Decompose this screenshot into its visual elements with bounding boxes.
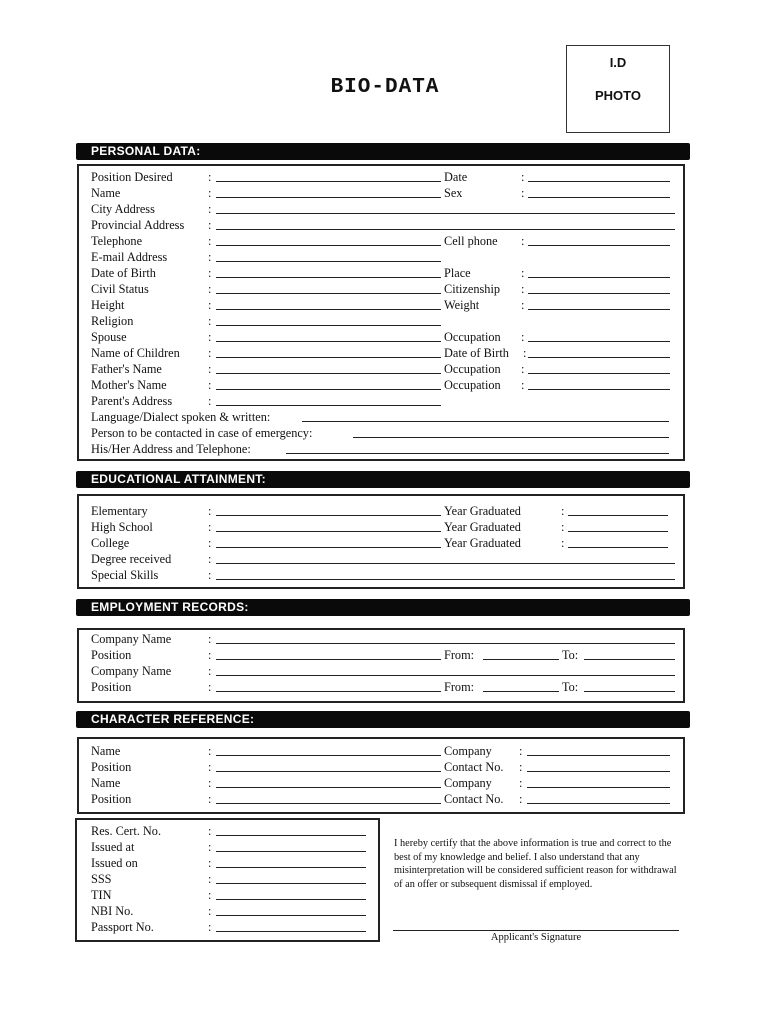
- label-spouse: Spouse: [91, 330, 127, 344]
- colon: :: [208, 378, 212, 392]
- label-ref-contact: Contact No.: [444, 792, 504, 806]
- label-cell-phone: Cell phone: [444, 234, 498, 248]
- label-date-of-birth: Date of Birth: [91, 266, 156, 280]
- label-position: Position: [91, 648, 132, 662]
- label-parents-address: Parent's Address: [91, 394, 173, 408]
- label-city-address: City Address: [91, 202, 155, 216]
- passport-field[interactable]: [216, 931, 366, 932]
- label-ref-company: Company: [444, 744, 492, 758]
- colon: :: [208, 346, 212, 360]
- label-tin: TIN: [91, 888, 112, 902]
- label-citizenship: Citizenship: [444, 282, 501, 296]
- label-position-desired: Position Desired: [91, 170, 173, 184]
- colon: :: [208, 856, 212, 870]
- colon: :: [208, 648, 212, 662]
- colon: :: [561, 536, 565, 550]
- elementary-field[interactable]: [216, 515, 441, 516]
- label-issued-at: Issued at: [91, 840, 135, 854]
- label-mothers-name: Mother's Name: [91, 378, 167, 392]
- colon: :: [208, 552, 212, 566]
- section-employment-records: EMPLOYMENT RECORDS:: [76, 599, 690, 616]
- position-desired-field[interactable]: [216, 181, 441, 182]
- telephone-field[interactable]: [216, 245, 441, 246]
- label-degree: Degree received: [91, 552, 172, 566]
- colon: :: [519, 744, 523, 758]
- citizenship-field[interactable]: [528, 293, 670, 294]
- place-field[interactable]: [528, 277, 670, 278]
- certification-text: I hereby certify that the above information is true and correct to the best of my knowledge and belief. I also understand that any misinterpretation will be considered sufficient reason for withdrawal of an offer or subsequent dismissal if employed.: [394, 838, 677, 890]
- label-ref-name: Name: [91, 744, 121, 758]
- year-graduated-field[interactable]: [568, 547, 668, 548]
- colon: :: [521, 234, 525, 248]
- colon: :: [523, 346, 527, 360]
- label-his-her-address: His/Her Address and Telephone:: [91, 442, 251, 456]
- year-graduated-field[interactable]: [568, 515, 668, 516]
- label-spouse-occupation: Occupation: [444, 330, 501, 344]
- college-field[interactable]: [216, 547, 441, 548]
- label-company-name: Company Name: [91, 664, 172, 678]
- fathers-name-field[interactable]: [216, 373, 441, 374]
- colon: :: [519, 776, 523, 790]
- his-her-address-field[interactable]: [286, 453, 669, 454]
- company-name-field[interactable]: [216, 675, 675, 676]
- colon: :: [208, 202, 212, 216]
- colon: :: [208, 298, 212, 312]
- colon: :: [208, 394, 212, 408]
- colon: :: [208, 920, 212, 934]
- colon: :: [208, 314, 212, 328]
- section-character-reference: CHARACTER REFERENCE:: [76, 711, 690, 728]
- children-field[interactable]: [216, 357, 441, 358]
- colon: :: [208, 504, 212, 518]
- colon: :: [208, 234, 212, 248]
- photo-label-photo: PHOTO: [595, 88, 641, 103]
- label-college: College: [91, 536, 130, 550]
- colon: :: [208, 330, 212, 344]
- label-children-dob: Date of Birth: [444, 346, 509, 360]
- cell-phone-field[interactable]: [528, 245, 670, 246]
- section-educational-attainment: EDUCATIONAL ATTAINMENT:: [76, 471, 690, 488]
- email-field[interactable]: [216, 261, 441, 262]
- spouse-occupation-field[interactable]: [528, 341, 670, 342]
- label-fathers-name: Father's Name: [91, 362, 162, 376]
- label-name-of-children: Name of Children: [91, 346, 180, 360]
- civil-status-field[interactable]: [216, 293, 441, 294]
- label-height: Height: [91, 298, 125, 312]
- emergency-contact-field[interactable]: [353, 437, 669, 438]
- label-company-name: Company Name: [91, 632, 172, 646]
- colon: :: [208, 872, 212, 886]
- label-ref-company: Company: [444, 776, 492, 790]
- colon: :: [208, 520, 212, 534]
- label-religion: Religion: [91, 314, 134, 328]
- colon: :: [521, 282, 525, 296]
- colon: :: [208, 362, 212, 376]
- label-sss: SSS: [91, 872, 112, 886]
- to-field[interactable]: [584, 691, 675, 692]
- label-provincial-address: Provincial Address: [91, 218, 185, 232]
- label-name: Name: [91, 186, 121, 200]
- label-sex: Sex: [444, 186, 463, 200]
- issued-on-field[interactable]: [216, 867, 366, 868]
- colon: :: [208, 824, 212, 838]
- colon: :: [208, 792, 212, 806]
- colon: :: [208, 680, 212, 694]
- colon: :: [208, 632, 212, 646]
- label-to: To:: [562, 680, 579, 694]
- colon: :: [519, 792, 523, 806]
- colon: :: [208, 266, 212, 280]
- from-field[interactable]: [483, 659, 559, 660]
- date-field[interactable]: [528, 181, 670, 182]
- id-photo-box: [566, 45, 670, 133]
- res-cert-field[interactable]: [216, 835, 366, 836]
- label-date: Date: [444, 170, 468, 184]
- ref-name-field[interactable]: [216, 755, 441, 756]
- colon: :: [521, 362, 525, 376]
- label-language: Language/Dialect spoken & written:: [91, 410, 271, 424]
- issued-at-field[interactable]: [216, 851, 366, 852]
- colon: :: [208, 744, 212, 758]
- provincial-address-field[interactable]: [216, 229, 675, 230]
- page-title: BIO-DATA: [330, 76, 440, 99]
- colon: :: [208, 664, 212, 678]
- ref-contact-field[interactable]: [527, 803, 670, 804]
- label-ref-position: Position: [91, 760, 132, 774]
- colon: :: [521, 266, 525, 280]
- special-skills-field[interactable]: [216, 579, 675, 580]
- children-dob-field[interactable]: [528, 357, 670, 358]
- signature-line[interactable]: [393, 930, 679, 931]
- ref-company-field[interactable]: [527, 787, 670, 788]
- label-passport: Passport No.: [91, 920, 154, 934]
- religion-field[interactable]: [216, 325, 441, 326]
- from-field[interactable]: [483, 691, 559, 692]
- ref-position-field[interactable]: [216, 803, 441, 804]
- label-ref-contact: Contact No.: [444, 760, 504, 774]
- colon: :: [208, 840, 212, 854]
- language-field[interactable]: [302, 421, 669, 422]
- year-graduated-field[interactable]: [568, 531, 668, 532]
- colon: :: [208, 760, 212, 774]
- photo-label-id: I.D: [609, 55, 627, 70]
- sss-field[interactable]: [216, 883, 366, 884]
- weight-field[interactable]: [528, 309, 670, 310]
- tin-field[interactable]: [216, 899, 366, 900]
- colon: :: [521, 170, 525, 184]
- city-address-field[interactable]: [216, 213, 675, 214]
- label-weight: Weight: [444, 298, 480, 312]
- colon: :: [208, 904, 212, 918]
- label-ref-name: Name: [91, 776, 121, 790]
- ref-position-field[interactable]: [216, 771, 441, 772]
- company-name-field[interactable]: [216, 643, 675, 644]
- mothers-name-field[interactable]: [216, 389, 441, 390]
- label-issued-on: Issued on: [91, 856, 138, 870]
- label-mother-occupation: Occupation: [444, 378, 501, 392]
- parents-address-field[interactable]: [216, 405, 441, 406]
- ref-contact-field[interactable]: [527, 771, 670, 772]
- to-field[interactable]: [584, 659, 675, 660]
- label-ref-position: Position: [91, 792, 132, 806]
- label-email: E-mail Address: [91, 250, 168, 264]
- colon: :: [208, 888, 212, 902]
- degree-field[interactable]: [216, 563, 675, 564]
- label-high-school: High School: [91, 520, 153, 534]
- label-emergency-contact: Person to be contacted in case of emergency:: [91, 426, 313, 440]
- colon: :: [208, 186, 212, 200]
- sex-field[interactable]: [528, 197, 670, 198]
- colon: :: [521, 378, 525, 392]
- section-personal-data: PERSONAL DATA:: [76, 143, 690, 160]
- label-from: From:: [444, 648, 475, 662]
- label-year-graduated: Year Graduated: [444, 536, 521, 550]
- colon: :: [208, 250, 212, 264]
- label-from: From:: [444, 680, 475, 694]
- colon: :: [208, 568, 212, 582]
- label-elementary: Elementary: [91, 504, 148, 518]
- label-telephone: Telephone: [91, 234, 143, 248]
- mother-occupation-field[interactable]: [528, 389, 670, 390]
- colon: :: [521, 330, 525, 344]
- label-year-graduated: Year Graduated: [444, 504, 521, 518]
- ref-name-field[interactable]: [216, 787, 441, 788]
- colon: :: [519, 760, 523, 774]
- colon: :: [561, 504, 565, 518]
- name-field[interactable]: [216, 197, 441, 198]
- father-occupation-field[interactable]: [528, 373, 670, 374]
- label-res-cert: Res. Cert. No.: [91, 824, 162, 838]
- colon: :: [208, 218, 212, 232]
- label-civil-status: Civil Status: [91, 282, 149, 296]
- position-field[interactable]: [216, 659, 441, 660]
- ref-company-field[interactable]: [527, 755, 670, 756]
- label-position: Position: [91, 680, 132, 694]
- colon: :: [561, 520, 565, 534]
- label-father-occupation: Occupation: [444, 362, 501, 376]
- colon: :: [521, 186, 525, 200]
- spouse-field[interactable]: [216, 341, 441, 342]
- label-place: Place: [444, 266, 471, 280]
- position-field[interactable]: [216, 691, 441, 692]
- education-box: [77, 494, 685, 589]
- signature-label: Applicant's Signature: [490, 932, 582, 943]
- nbi-field[interactable]: [216, 915, 366, 916]
- date-of-birth-field[interactable]: [216, 277, 441, 278]
- colon: :: [208, 282, 212, 296]
- label-year-graduated: Year Graduated: [444, 520, 521, 534]
- high-school-field[interactable]: [216, 531, 441, 532]
- label-to: To:: [562, 648, 579, 662]
- colon: :: [208, 536, 212, 550]
- colon: :: [208, 776, 212, 790]
- colon: :: [521, 298, 525, 312]
- colon: :: [208, 170, 212, 184]
- label-special-skills: Special Skills: [91, 568, 159, 582]
- height-field[interactable]: [216, 309, 441, 310]
- label-nbi: NBI No.: [91, 904, 134, 918]
